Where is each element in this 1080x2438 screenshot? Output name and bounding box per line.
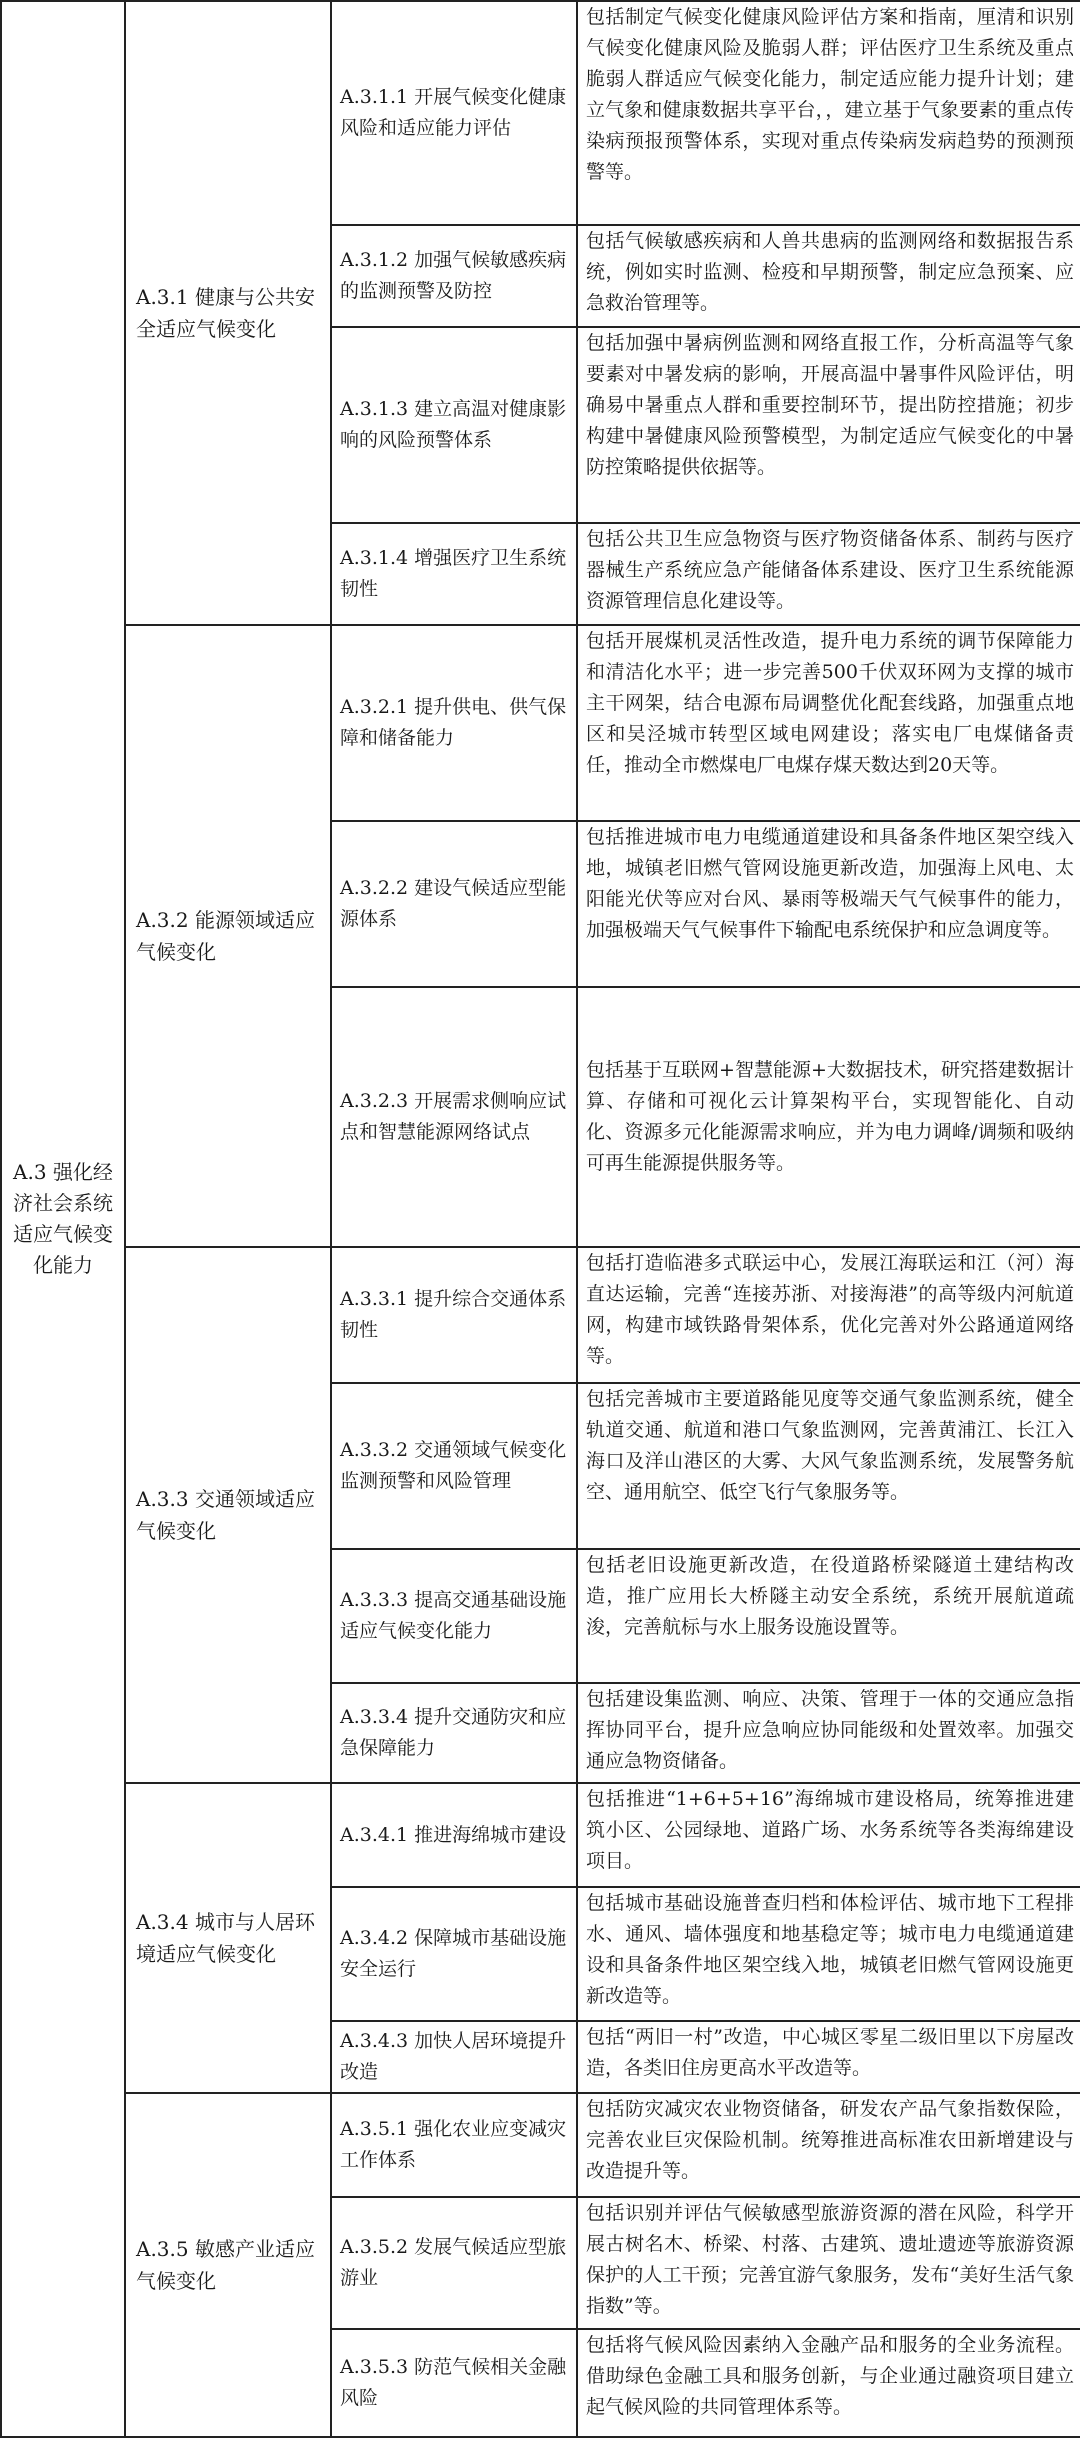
- item-label: A.3.1.2 加强气候敏感疾病的监测预警及防控: [331, 225, 577, 327]
- item-desc: 包括加强中暑病例监测和网络直报工作，分析高温等气象要素对中暑发病的影响，开展高温中暑事件风险评估，明确易中暑重点人群和重要控制环节，提出防控措施；初步构建中暑健康风险预警模型，为制定适应气候变化的中暑防控策略提供依据等。: [577, 327, 1080, 523]
- item-label: A.3.4.1 推进海绵城市建设: [331, 1783, 577, 1887]
- item-label: A.3.1.3 建立高温对健康影响的风险预警体系: [331, 327, 577, 523]
- item-desc: 包括推进城市电力电缆通道建设和具备条件地区架空线入地，城镇老旧燃气管网设施更新改造，加强海上风电、太阳能光伏等应对台风、暴雨等极端天气气候事件的能力，加强极端天气气候事件下输配电系统保护和应急调度等。: [577, 821, 1080, 987]
- group-label: A.3.2 能源领域适应气候变化: [125, 625, 331, 1247]
- item-desc: 包括气候敏感疾病和人兽共患病的监测网络和数据报告系统，例如实时监测、检疫和早期预警，制定应急预案、应急救治管理等。: [577, 225, 1080, 327]
- group-label: A.3.4 城市与人居环境适应气候变化: [125, 1783, 331, 2093]
- item-desc: 包括防灾减灾农业物资储备，研发农产品气象指数保险，完善农业巨灾保险机制。统筹推进高标准农田新增建设与改造提升等。: [577, 2093, 1080, 2197]
- item-desc: 包括建设集监测、响应、决策、管理于一体的交通应急指挥协同平台，提升应急响应协同能级和处置效率。加强交通应急物资储备。: [577, 1683, 1080, 1783]
- item-label: A.3.3.1 提升综合交通体系韧性: [331, 1247, 577, 1383]
- group-label: A.3.5 敏感产业适应气候变化: [125, 2093, 331, 2437]
- item-desc: 包括将气候风险因素纳入金融产品和服务的全业务流程。借助绿色金融工具和服务创新，与企业通过融资项目建立起气候风险的共同管理体系等。: [577, 2329, 1080, 2437]
- section-title: 强化经济社会系统适应气候变化能力: [13, 1160, 113, 1277]
- item-label: A.3.4.2 保障城市基础设施安全运行: [331, 1887, 577, 2021]
- item-desc: 包括基于互联网+智慧能源+大数据技术，研究搭建数据计算、存储和可视化云计算架构平台，实现智能化、自动化、资源多元化能源需求响应，并为电力调峰/调频和吸纳可再生能源提供服务等。: [577, 987, 1080, 1247]
- item-label: A.3.2.3 开展需求侧响应试点和智慧能源网络试点: [331, 987, 577, 1247]
- item-label: A.3.3.4 提升交通防灾和应急保障能力: [331, 1683, 577, 1783]
- group-label: A.3.3 交通领域适应气候变化: [125, 1247, 331, 1783]
- item-label: A.3.5.2 发展气候适应型旅游业: [331, 2197, 577, 2329]
- item-desc: 包括打造临港多式联运中心，发展江海联运和江（河）海直达运输，完善“连接苏浙、对接海港”的高等级内河航道网，构建市域铁路骨架体系，优化完善对外公路通道网络等。: [577, 1247, 1080, 1383]
- item-desc: 包括公共卫生应急物资与医疗物资储备体系、制药与医疗器械生产系统应急产能储备体系建设、医疗卫生系统能源资源管理信息化建设等。: [577, 523, 1080, 625]
- item-desc: 包括城市基础设施普查归档和体检评估、城市地下工程排水、通风、墙体强度和地基稳定等；城市电力电缆通道建设和具备条件地区架空线入地，城镇老旧燃气管网设施更新改造等。: [577, 1887, 1080, 2021]
- item-label: A.3.2.2 建设气候适应型能源体系: [331, 821, 577, 987]
- item-desc: 包括开展煤机灵活性改造，提升电力系统的调节保障能力和清洁化水平；进一步完善500千伏双环网为支撑的城市主干网架，结合电源布局调整优化配套线路，加强重点地区和吴泾城市转型区域电网建设；落实电厂电煤储备责任，推动全市燃煤电厂电煤存煤天数达到20天等。: [577, 625, 1080, 821]
- section-code: A.3: [13, 1160, 47, 1184]
- item-label: A.3.1.1 开展气候变化健康风险和适应能力评估: [331, 1, 577, 225]
- item-label: A.3.5.3 防范气候相关金融风险: [331, 2329, 577, 2437]
- item-desc: 包括推进“1+6+5+16”海绵城市建设格局，统筹推进建筑小区、公园绿地、道路广场、水务系统等各类海绵建设项目。: [577, 1783, 1080, 1887]
- item-label: A.3.3.2 交通领域气候变化监测预警和风险管理: [331, 1383, 577, 1549]
- item-desc: 包括“两旧一村”改造，中心城区零星二级旧里以下房屋改造，各类旧住房更高水平改造等。: [577, 2021, 1080, 2093]
- item-label: A.3.2.1 提升供电、供气保障和储备能力: [331, 625, 577, 821]
- section-cell: [1, 1, 125, 2437]
- item-label: A.3.3.3 提高交通基础设施适应气候变化能力: [331, 1549, 577, 1683]
- item-label: A.3.5.1 强化农业应变减灾工作体系: [331, 2093, 577, 2197]
- group-label: A.3.1 健康与公共安全适应气候变化: [125, 1, 331, 625]
- item-desc: 包括完善城市主要道路能见度等交通气象监测系统，健全轨道交通、航道和港口气象监测网，完善黄浦江、长江入海口及洋山港区的大雾、大风气象监测系统，发展警务航空、通用航空、低空飞行气象服务等。: [577, 1383, 1080, 1549]
- item-desc: 包括老旧设施更新改造，在役道路桥梁隧道土建结构改造，推广应用长大桥隧主动安全系统，系统开展航道疏浚，完善航标与水上服务设施设置等。: [577, 1549, 1080, 1683]
- item-label: A.3.1.4 增强医疗卫生系统韧性: [331, 523, 577, 625]
- item-label: A.3.4.3 加快人居环境提升改造: [331, 2021, 577, 2093]
- item-desc: 包括制定气候变化健康风险评估方案和指南，厘清和识别气候变化健康风险及脆弱人群；评估医疗卫生系统及重点脆弱人群适应气候变化能力，制定适应能力提升计划；建立气象和健康数据共享平台，，建立基于气象要素的重点传染病预报预警体系，实现对重点传染病发病趋势的预测预警等。: [577, 1, 1080, 225]
- item-desc: 包括识别并评估气候敏感型旅游资源的潜在风险，科学开展古树名木、桥梁、村落、古建筑、遗址遗迹等旅游资源保护的人工干预；完善宜游气象服务，发布“美好生活气象指数”等。: [577, 2197, 1080, 2329]
